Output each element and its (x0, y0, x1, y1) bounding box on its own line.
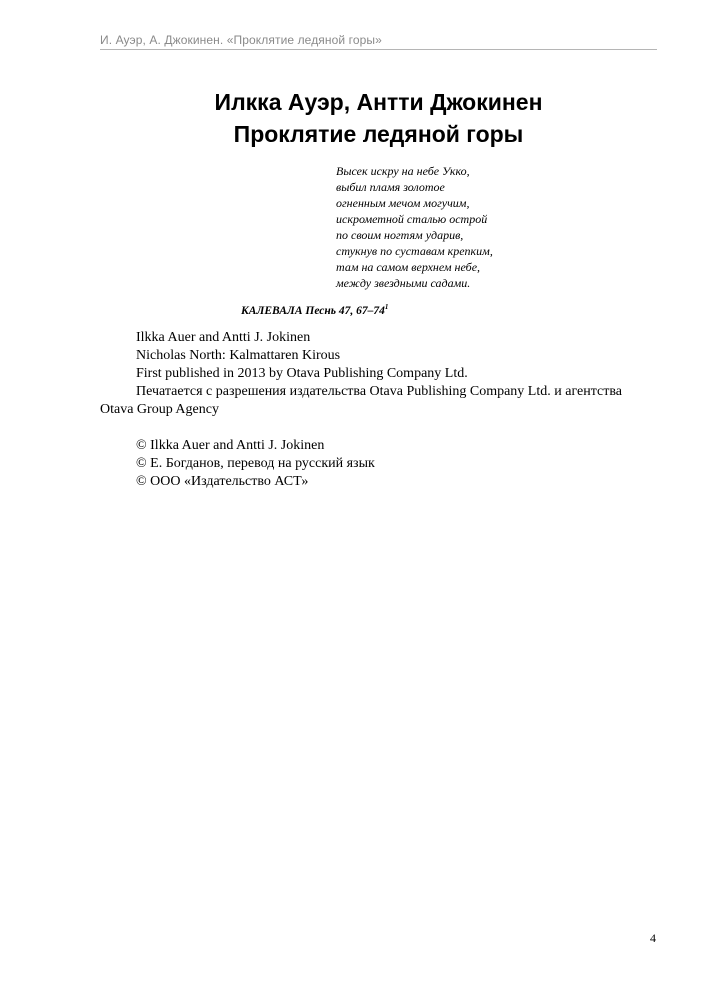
epigraph-line: по своим ногтям ударив, (336, 228, 464, 242)
epigraph (336, 163, 493, 291)
epigraph-line: там на самом верхнем небе, (336, 260, 481, 274)
title-block (80, 86, 677, 150)
credit-line: First published in 2013 by Otava Publishing Company Ltd. (136, 366, 468, 381)
copyright-line: © Е. Богданов, перевод на русский язык (136, 456, 375, 471)
credit-line: Nicholas North: Kalmattaren Kirous (136, 348, 341, 363)
footnote-link[interactable]: 1 (384, 303, 389, 312)
credits-block (100, 329, 657, 419)
epigraph-line: между звездными садами. (336, 276, 471, 290)
header-divider (100, 49, 657, 50)
epigraph-line: искрометной сталью острой (336, 212, 488, 226)
credit-line: Печатается с разрешения издательства Otava Publishing Company Ltd. и агентства Otava Group Agency (100, 384, 622, 417)
epigraph-line: стукнув по суставам крепким, (336, 244, 493, 258)
epigraph-line: Высек искру на небе Укко, (336, 164, 470, 178)
copyright-block (100, 437, 657, 491)
epigraph-source (241, 305, 388, 317)
copyright-line: © ООО «Издательство АСТ» (136, 474, 309, 489)
epigraph-line: выбил пламя золотое (336, 180, 445, 194)
page-number: 4 (650, 931, 656, 945)
epigraph-source-text: КАЛЕВАЛА Песнь 47, 67–74 (241, 305, 385, 317)
running-header: И. Ауэр, А. Джокинен. «Проклятие ледяной горы» (100, 33, 382, 47)
credit-line: Ilkka Auer and Antti J. Jokinen (136, 330, 311, 345)
book-authors: Илкка Ауэр, Антти Джокинен (214, 89, 543, 115)
book-title: Проклятие ледяной горы (233, 121, 524, 147)
epigraph-line: огненным мечом могучим, (336, 196, 470, 210)
copyright-line: © Ilkka Auer and Antti J. Jokinen (136, 438, 325, 453)
